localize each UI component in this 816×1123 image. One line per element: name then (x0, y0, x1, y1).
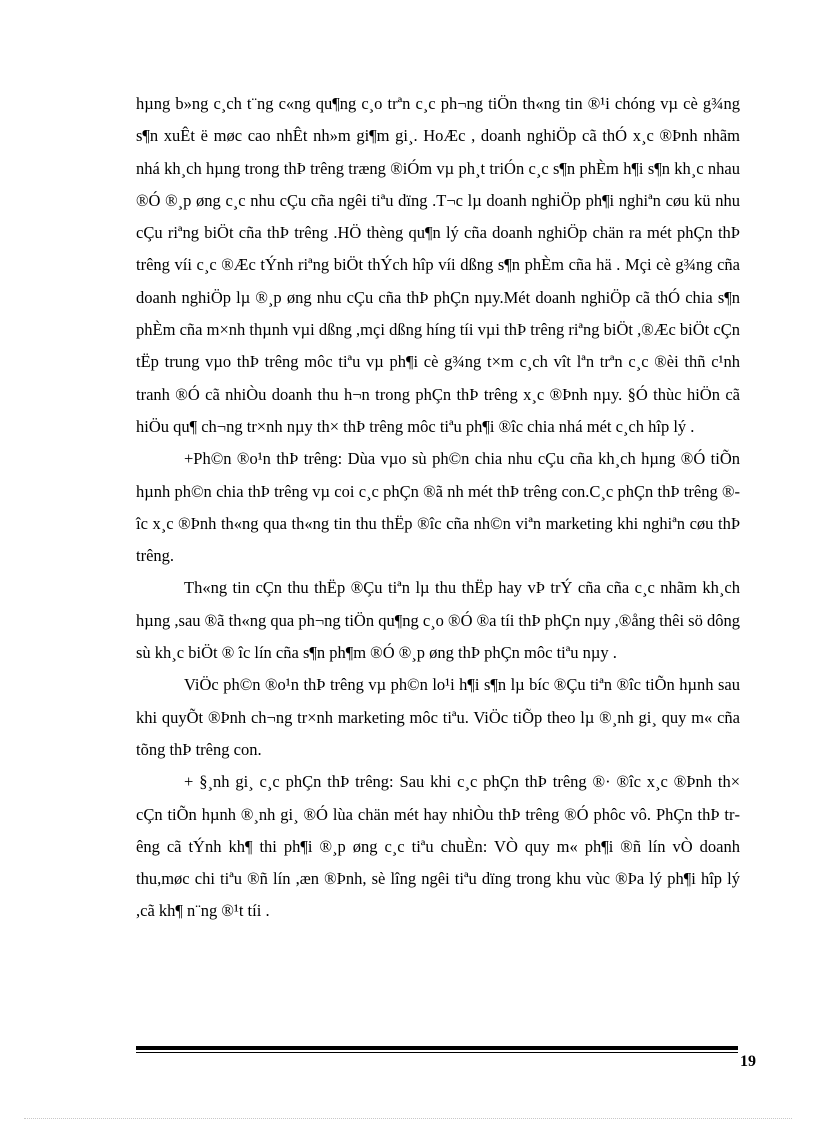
paragraph-2: +Ph©n ®o¹n thÞ trêng: Dùa vµo sù ph©n chia nhu cÇu cña kh¸ch hµng ®Ó tiÕn hµnh ph©n chia thÞ trêng vµ coi c¸c phÇn ®ã nh mét thÞ trêng con.C¸c phÇn thÞ trêng ®îc x¸c ®Þnh th«ng qua th«ng tin thu thËp ®îc cña nh©n viªn marketing khi nghiªn cøu thÞ trêng. (136, 449, 740, 566)
paragraph-1: hµng b»ng c¸ch t¨ng c«ng qu¶ng c¸o trªn c¸c ph¬ng tiÖn th«ng tin ®¹i chóng vµ cè g¾ng s¶n xuÊt ë møc cao nhÊt nh»m gi¶m gi¸. HoÆc , doanh nghiÖp cã thÓ x¸c ®Þnh nhãm nhá kh¸ch hµng trong thÞ trêng træng ®iÓm vµ ph¸t triÓn c¸c s¶n phÈm h¶i s¶n kh¸c nhau ®Ó ®¸p øng c¸c nhu cÇu cña ngêi tiªu dïng .T¬c lµ doanh nghiÖp ph¶i nghiªn cøu kü nhu cÇu riªng biÖt cña thÞ trêng .HÖ thèng qu¶n lý cña doanh nghiÖp chän ra mét phÇn thÞ trêng víi c¸c ®Æc tÝnh riªng biÖt thÝch hîp víi dßng s¶n phÈm cña hä . Mçi cè g¾ng cña doanh nghiÖp lµ ®¸p øng nhu cÇu cña thÞ phÇn nµy.Mét doanh nghiÖp cã thÓ chia s¶n phÈm cña m×nh thµnh vµi dßng ,mçi dßng híng tíi vµi thÞ trêng riªng biÖt ,®Æc biÖt cÇn tËp trung vµo thÞ trêng môc tiªu vµ ph¶i cè g¾ng t×m c¸ch vît lªn trªn c¸c ®èi thñ c¹nh tranh ®Ó cã nhiÒu doanh thu h¬n trong phÇn thÞ trêng x¸c ®Þnh nµy. §Ó thùc hiÖn cã hiÖu qu¶ ch¬ng tr×nh nµy th× thÞ trêng môc tiªu ph¶i ®îc chia nhá mét c¸ch hîp lý . (136, 94, 740, 436)
footer-rule-thin (136, 1052, 738, 1053)
page-bottom-border (24, 1118, 792, 1119)
page-number: 19 (740, 1053, 756, 1070)
body-text (136, 88, 740, 928)
paragraph-3: Th«ng tin cÇn thu thËp ®Çu tiªn lµ thu thËp hay vÞ trÝ cña cña c¸c nhãm kh¸ch hµng ,sau ®ã th«ng qua ph¬ng tiÖn qu¶ng c¸o ®Ó ®a tíi thÞ phÇn nµy ,®ång thêi sö dông sù kh¸c biÖt ® îc lín cña s¶n ph¶m ®Ó ®¸p øng thÞ phÇn môc tiªu nµy . (136, 578, 740, 663)
footer-rule-thick (136, 1046, 738, 1050)
paragraph-4: ViÖc ph©n ®o¹n thÞ trêng vµ ph©n lo¹i h¶i s¶n lµ bíc ®Çu tiªn ®îc tiÕn hµnh sau khi quyÕt ®Þnh ch¬ng tr×nh marketing môc tiªu. ViÖc tiÕp theo lµ ®¸nh gi¸ quy m« cña tõng thÞ trêng con. (136, 675, 740, 759)
paragraph-5: + §¸nh gi¸ c¸c phÇn thÞ trêng: Sau khi c¸c phÇn thÞ trêng ®· ®îc x¸c ®Þnh th× cÇn tiÕn hµnh ®¸nh gi¸ ®Ó lùa chän mét hay nhiÒu thÞ trêng ®Ó phôc vô. PhÇn thÞ trêng cã tÝnh kh¶ thi ph¶i ®¸p øng c¸c tiªu chuÈn: VÒ quy m« ph¶i ®ñ lín vÒ doanh thu,møc chi tiªu ®ñ lín ,æn ®Þnh, sè lîng ngêi tiªu dïng trong khu vùc ®Þa lý ph¶i hîp lý ,cã kh¶ n¨ng ®¹t tíi . (136, 772, 740, 921)
